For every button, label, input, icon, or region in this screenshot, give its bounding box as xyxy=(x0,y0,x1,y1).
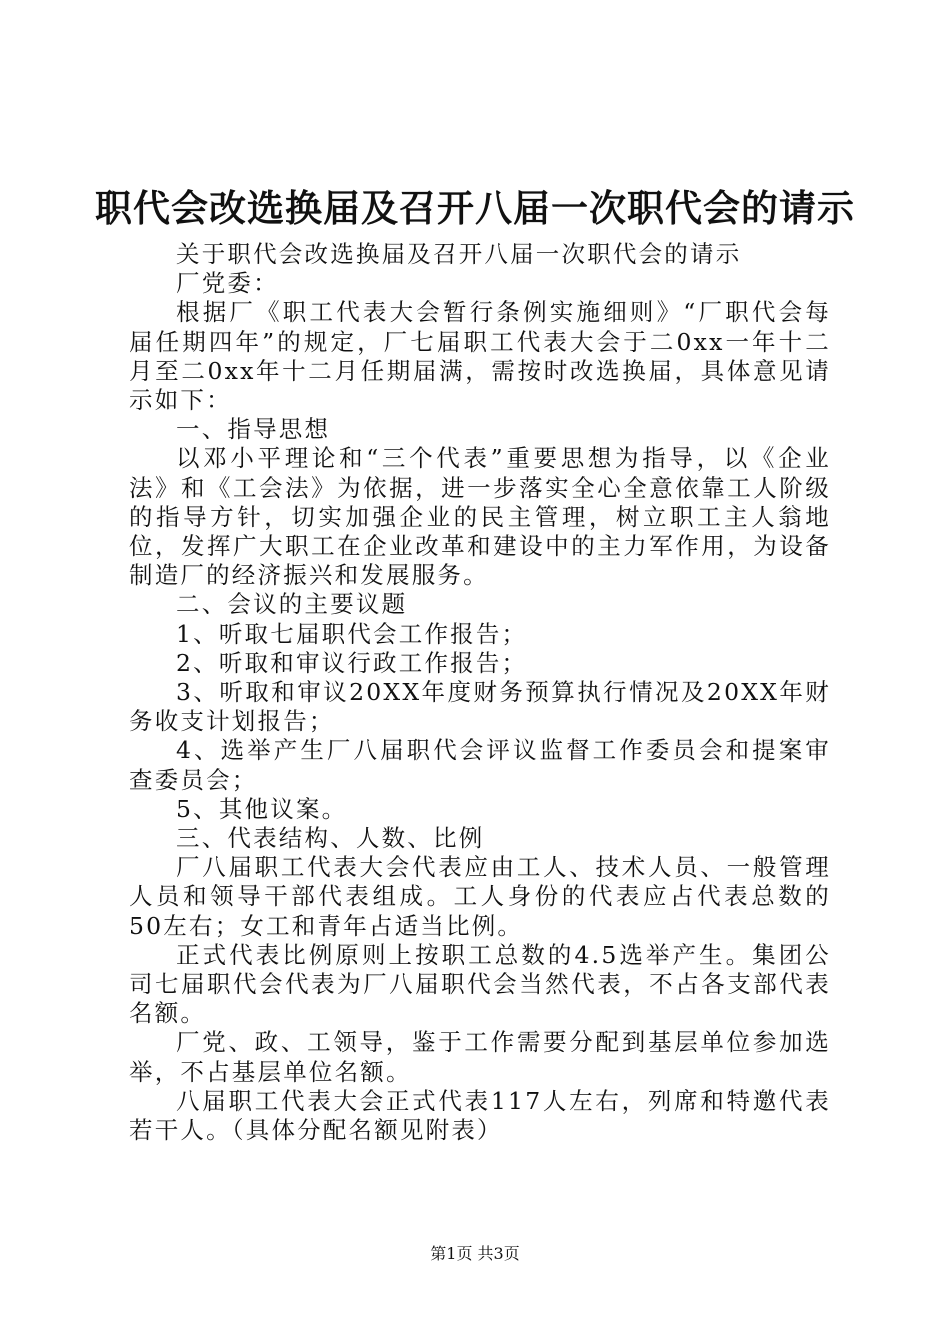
agenda-item-4: 4、选举产生厂八届职代会评议监督工作委员会和提案审查委员会； xyxy=(129,736,831,794)
paragraph-ratio: 正式代表比例原则上按职工总数的4.5选举产生。集团公司七届职代会代表为厂八届职代会当然代表，不占各支部代表名额。 xyxy=(129,940,831,1028)
paragraph-composition: 厂八届职工代表大会代表应由工人、技术人员、一般管理人员和领导干部代表组成。工人身份的代表应占代表总数的50左右；女工和青年占适当比例。 xyxy=(129,853,831,940)
document-title: 职代会改选换届及召开八届一次职代会的请示 xyxy=(95,186,855,230)
agenda-item-2: 2、听取和审议行政工作报告； xyxy=(176,648,528,677)
paragraph-delegate-count: 八届职工代表大会正式代表117人左右，列席和特邀代表若干人。（具体分配名额见附表） xyxy=(129,1086,831,1145)
agenda-item-5: 5、其他议案。 xyxy=(176,794,348,823)
paragraph-subject: 关于职代会改选换届及召开八届一次职代会的请示 xyxy=(176,240,742,268)
document-body xyxy=(129,240,831,1145)
paragraph-intro: 根据厂《职工代表大会暂行条例实施细则》“厂职代会每届任期四年”的规定，厂七届职工代表大会于二0xx一年十二月至二0xx年十二月任期届满，需按时改选换届，具体意见请示如下： xyxy=(129,298,831,415)
agenda-item-1: 1、听取七届职代会工作报告； xyxy=(176,619,528,648)
agenda-item-3: 3、听取和审议20XX年度财务预算执行情况及20XX年财务收支计划报告； xyxy=(129,678,831,736)
paragraph-leaders: 厂党、政、工领导，鉴于工作需要分配到基层单位参加选举，不占基层单位名额。 xyxy=(129,1028,831,1086)
paragraph-addressee: 厂党委： xyxy=(176,269,279,298)
section-heading-3: 三、代表结构、人数、比例 xyxy=(176,824,485,853)
section-heading-1: 一、指导思想 xyxy=(176,415,331,444)
page-footer: 第1页 共3页 xyxy=(430,1244,520,1263)
paragraph-guiding-thought: 以邓小平理论和“三个代表”重要思想为指导，以《企业法》和《工会法》为依据，进一步落实全心全意依靠工人阶级的指导方针，切实加强企业的民主管理，树立职工主人翁地位，发挥广大职工在企业改革和建设中的主力军作用，为设备制造厂的经济振兴和发展服务。 xyxy=(129,444,831,590)
section-heading-2: 二、会议的主要议题 xyxy=(176,590,408,619)
